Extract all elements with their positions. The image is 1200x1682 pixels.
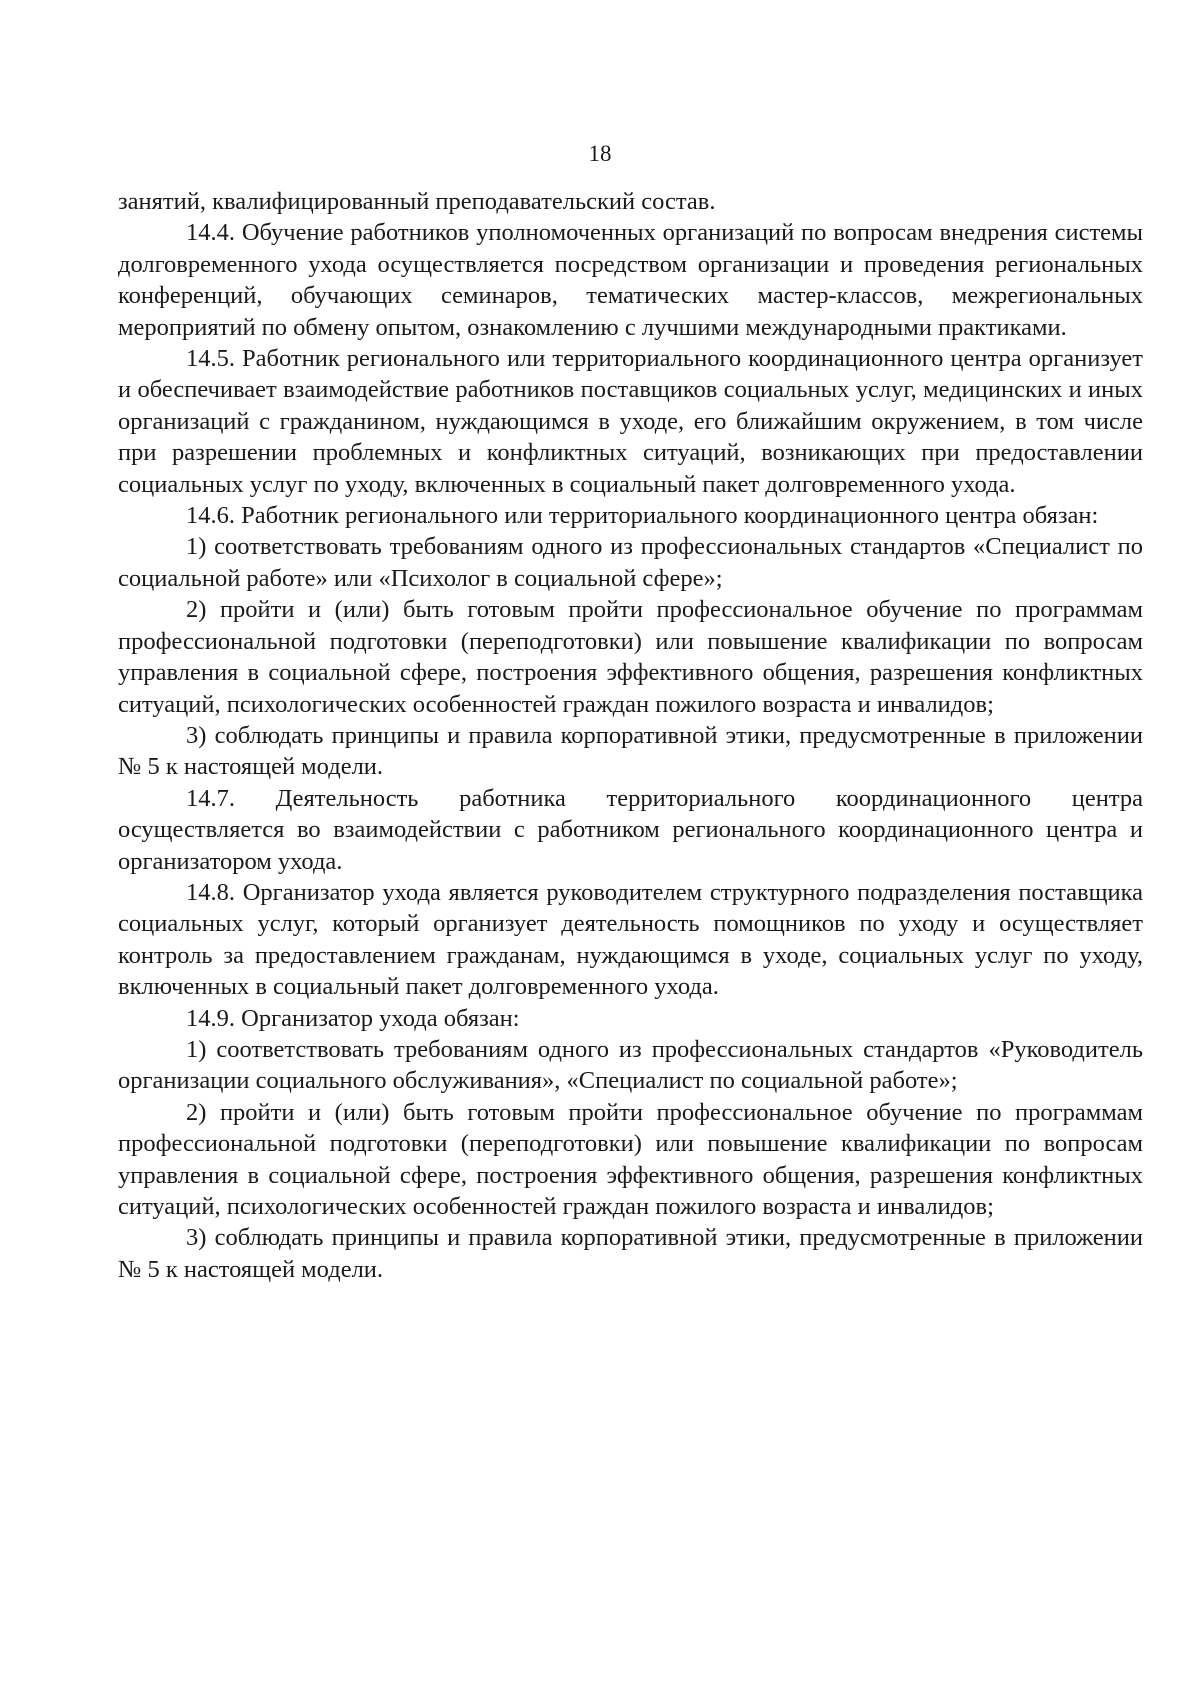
paragraph-14-5: 14.5. Работник регионального или территориального координационного центра организует и обеспечивает взаимодействие работников поставщиков социальных услуг, медицинских и иных организаций с гражданином, нуждающимся в уходе, его ближайшим окружением, в том числе при разрешении проблемных и конфликтных ситуаций, возникающих при предоставлении социальных услуг по уходу, включенных в социальный пакет долговременного ухода.: [118, 345, 1143, 498]
page-number: 18: [588, 141, 612, 166]
list-item-14-9-2: 2) пройти и (или) быть готовым пройти профессиональное обучение по программам профессиональной подготовки (переподготовки) или повышение квалификации по вопросам управления в социальной сфере, построения эффективного общения, разрешения конфликтных ситуаций, психологических особенностей граждан пожилого возраста и инвалидов;: [118, 1098, 1143, 1220]
paragraph-14-6: 14.6. Работник регионального или территориального координационного центра обязан:: [186, 502, 1099, 530]
list-item-14-6-2: 2) пройти и (или) быть готовым пройти профессиональное обучение по программам профессиональной подготовки (переподготовки) или повышение квалификации по вопросам управления в социальной сфере, построения эффективного общения, разрешения конфликтных ситуаций, психологических особенностей граждан пожилого возраста и инвалидов;: [118, 596, 1143, 718]
list-item-14-9-1: 1) соответствовать требованиям одного из профессиональных стандартов «Руководитель организации социального обслуживания», «Специалист по социальной работе»;: [118, 1035, 1143, 1095]
list-item-14-6-1: 1) соответствовать требованиям одного из профессиональных стандартов «Специалист по социальной работе» или «Психолог в социальной сфере»;: [118, 533, 1143, 592]
paragraph-continuation: занятий, квалифицированный преподавательский состав.: [118, 188, 716, 215]
paragraph-14-9: 14.9. Организатор ухода обязан:: [186, 1004, 520, 1032]
list-item-14-9-3: 3) соблюдать принципы и правила корпоративной этики, предусмотренные в приложении № 5 к настоящей модели.: [118, 1224, 1143, 1283]
paragraph-14-8: 14.8. Организатор ухода является руководителем структурного подразделения поставщика социальных услуг, который организует деятельность помощников по уходу и осуществляет контроль за предоставлением гражданам, нуждающимся в уходе, социальных услуг по уходу, включенных в социальный пакет долговременного ухода.: [118, 878, 1143, 1001]
paragraph-14-7: 14.7. Деятельность работника территориального координационного центра осуществляется во взаимодействии с работником регионального координационного центра и организатором ухода.: [118, 784, 1143, 875]
document-body: [118, 186, 1143, 1285]
list-item-14-6-3: 3) соблюдать принципы и правила корпоративной этики, предусмотренные в приложении № 5 к настоящей модели.: [118, 721, 1143, 781]
paragraph-14-4: 14.4. Обучение работников уполномоченных организаций по вопросам внедрения системы долговременного ухода осуществляется посредством организации и проведения региональных конференций, обучающих семинаров, тематических мастер-классов, межрегиональных мероприятий по обмену опытом, ознакомлению с лучшими международными практиками.: [118, 219, 1143, 341]
